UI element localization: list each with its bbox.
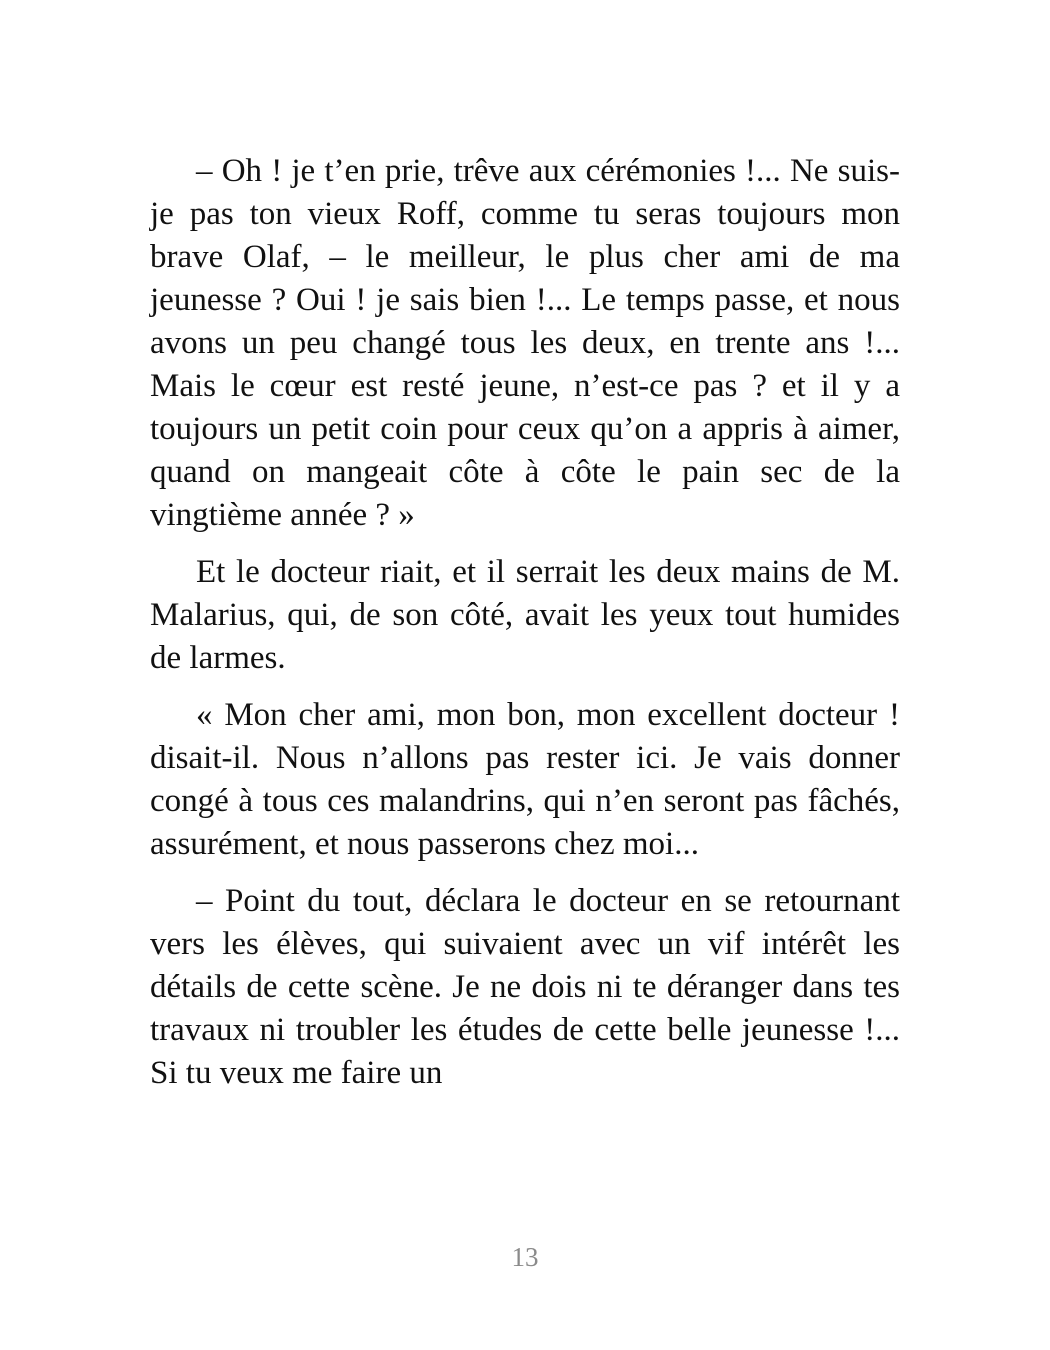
paragraph-1: – Oh ! je t’en prie, trêve aux cérémonies !... Ne suis-je pas ton vieux Roff, comme tu seras toujours mon brave Olaf, – le meilleur, le plus cher ami de ma jeunesse ? Oui ! je sais bien !... Le temps passe, et nous avons un peu changé tous les deux, en trente ans !... Mais le cœur est resté jeune, n’est-ce pas ? et il y a toujours un petit coin pour ceux qu’on a appris à aimer, quand on mangeait côte à côte le pain sec de la vingtième année ? » xyxy=(150,153,900,533)
paragraph-2: Et le docteur riait, et il serrait les deux mains de M. Malarius, qui, de son côté, avait les yeux tout humides de larmes. xyxy=(150,554,900,676)
paragraph-3: « Mon cher ami, mon bon, mon excellent docteur ! disait-il. Nous n’allons pas rester ici. Je vais donner congé à tous ces malandrins, qui n’en seront pas fâchés, assurément, et nous passerons chez moi... xyxy=(150,697,900,862)
body-text xyxy=(150,150,900,1109)
paragraph-4: – Point du tout, déclara le docteur en se retournant vers les élèves, qui suivaient avec un vif intérêt les détails de cette scène. Je ne dois ni te déranger dans tes travaux ni troubler les études de cette belle jeunesse !... Si tu veux me faire un xyxy=(150,883,900,1091)
page-number: 13 xyxy=(511,1242,539,1272)
